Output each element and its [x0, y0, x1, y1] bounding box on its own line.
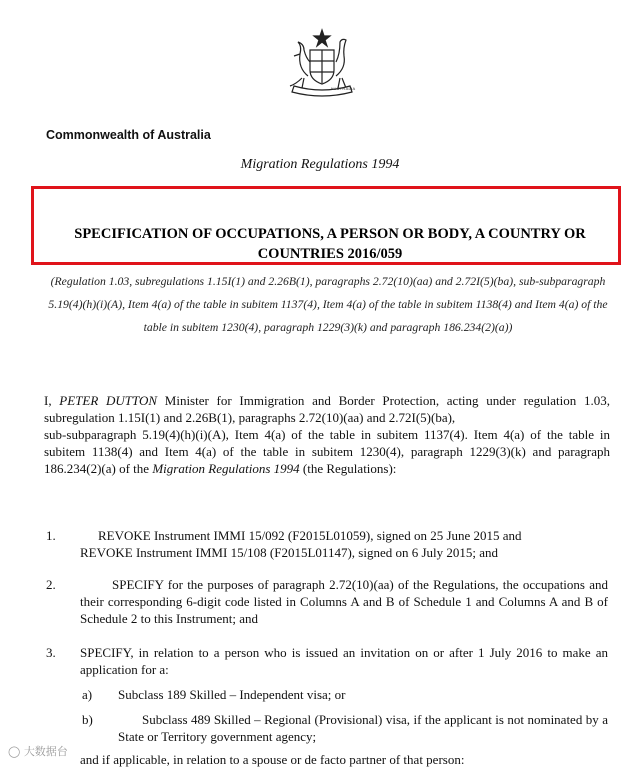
regulations-name: Migration Regulations 1994 — [152, 461, 300, 476]
item-number-1: 1. — [46, 528, 56, 543]
preamble-text-2: sub-subparagraph 5.19(4)(h)(i)(A), Item 4(a) of the table in subitem 1137(4). Item 4(a) of the table in subitem 1138(4) and Item 4(a) of the table in subitem 1230(4), paragraph 1229(3)(k) and paragraph 186.234(2)(a) of the — [44, 427, 610, 476]
watermark — [8, 743, 68, 759]
list-item-1 — [80, 527, 608, 561]
wechat-icon: ◯ — [8, 745, 21, 758]
preamble-text-1: Minister for Immigration and Border Protection, acting under regulation 1.03, subregulation 1.15I(1) and 2.26B(1), paragraphs 2.72(10)(aa) and 2.72I(5)(ba), — [44, 393, 610, 425]
jurisdiction-heading: Commonwealth of Australia — [46, 128, 211, 142]
subitem-letter-a: a) — [82, 687, 93, 702]
preamble-text-3: (the Regulations): — [299, 461, 397, 476]
preamble-prefix: I, — [44, 393, 60, 408]
trailing-text: and if applicable, in relation to a spouse or de facto partner of that person: — [80, 752, 465, 767]
item-1-line-a: REVOKE Instrument IMMI 15/092 (F2015L01059), signed on 25 June 2015 and — [98, 528, 522, 543]
list-item-2: SPECIFY for the purposes of paragraph 2.72(10)(aa) of the Regulations, the occupations and their corresponding 6-digit code listed in Columns A and B of Schedule 1 and Columns A and B of Schedule 2 to this Instrument; and — [80, 577, 608, 626]
instrument-title: SPECIFICATION OF OCCUPATIONS, A PERSON OR BODY, A COUNTRY OR COUNTRIES 2016/059 — [74, 226, 586, 262]
item-number-3: 3. — [46, 645, 56, 660]
item-number-2: 2. — [46, 577, 56, 592]
regulations-title: Migration Regulations 1994 — [240, 157, 400, 172]
subitem-a: Subclass 189 Skilled – Independent visa; or — [118, 687, 346, 702]
watermark-text: 大数据台 — [23, 745, 68, 758]
item-1-line-b: REVOKE Instrument IMMI 15/108 (F2015L01147), signed on 6 July 2015; and — [80, 545, 499, 560]
subitem-letter-b: b) — [82, 712, 93, 727]
subitem-b: Subclass 489 Skilled – Regional (Provisional) visa, if the applicant is not nominated by a State or Territory government agency; — [118, 712, 608, 744]
crest-motto: AUSTRALIA — [330, 86, 356, 91]
list-item-3: SPECIFY, in relation to a person who is issued an invitation on or after 1 July 2016 to make an application for a: — [80, 645, 608, 677]
preamble-paragraph — [44, 392, 610, 477]
authority-citation: (Regulation 1.03, subregulations 1.15I(1) and 2.26B(1), paragraphs 2.72(10)(aa) and 2.72I(5)(ba), sub-subparagraph 5.19(4)(h)(i)(A), Item 4(a) of the table in subitem 1137(4), Item 4(a) of the table in subitem 1138(4) and Item 4(a) of the table in subitem 1230(4), paragraph 1229(3)(k) and paragraph 186.234(2)(a)) — [48, 275, 608, 334]
minister-name: PETER DUTTON — [59, 393, 158, 408]
